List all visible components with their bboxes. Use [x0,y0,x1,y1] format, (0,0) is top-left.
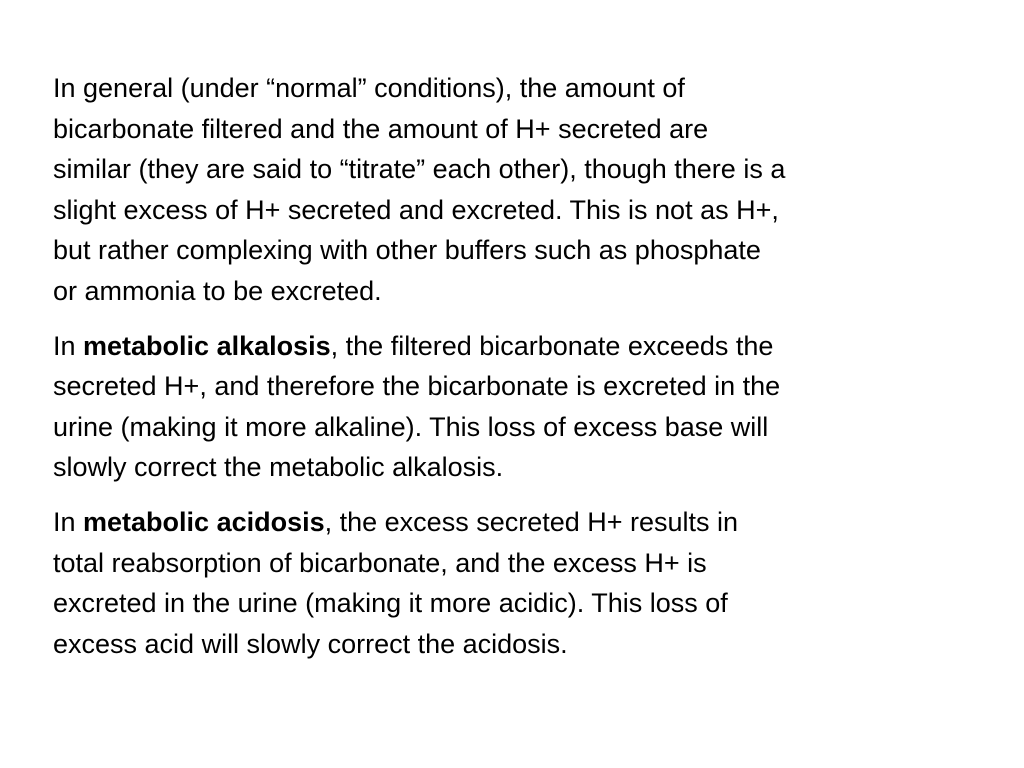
text-line: excess acid will slowly correct the acidosis. [53,628,568,659]
text-line: In general (under “normal” conditions), the amount of [53,73,685,103]
text-prefix: In [53,330,84,361]
text-line: bicarbonate filtered and the amount of H+ secreted are [53,113,709,144]
text-line: slight excess of H+ secreted and excreted. This is not as H+, [53,194,779,225]
term-metabolic-acidosis: metabolic acidosis [83,506,325,537]
paragraph-general [53,68,984,312]
paragraph-metabolic-alkalosis [53,326,984,488]
text-line: or ammonia to be excreted. [53,275,382,306]
paragraph-metabolic-acidosis [53,502,984,664]
text-rest: , the excess secreted H+ results in [324,506,739,537]
text-line: excreted in the urine (making it more acidic). This loss of [53,588,728,619]
term-metabolic-alkalosis: metabolic alkalosis [83,330,331,361]
text-prefix: In [53,506,84,537]
text-line: but rather complexing with other buffers such as phosphate [53,235,761,266]
text-line [53,326,984,367]
text-line: secreted H+, and therefore the bicarbonate is excreted in the [53,371,781,402]
text-line: slowly correct the metabolic alkalosis. [53,452,504,483]
text-line: similar (they are said to “titrate” each other), though there is a [53,154,786,185]
text-line: urine (making it more alkaline). This loss of excess base will [53,411,769,442]
text-rest: , the filtered bicarbonate exceeds the [330,330,774,361]
text-line: total reabsorption of bicarbonate, and the excess H+ is [53,547,707,578]
text-line [53,502,984,543]
